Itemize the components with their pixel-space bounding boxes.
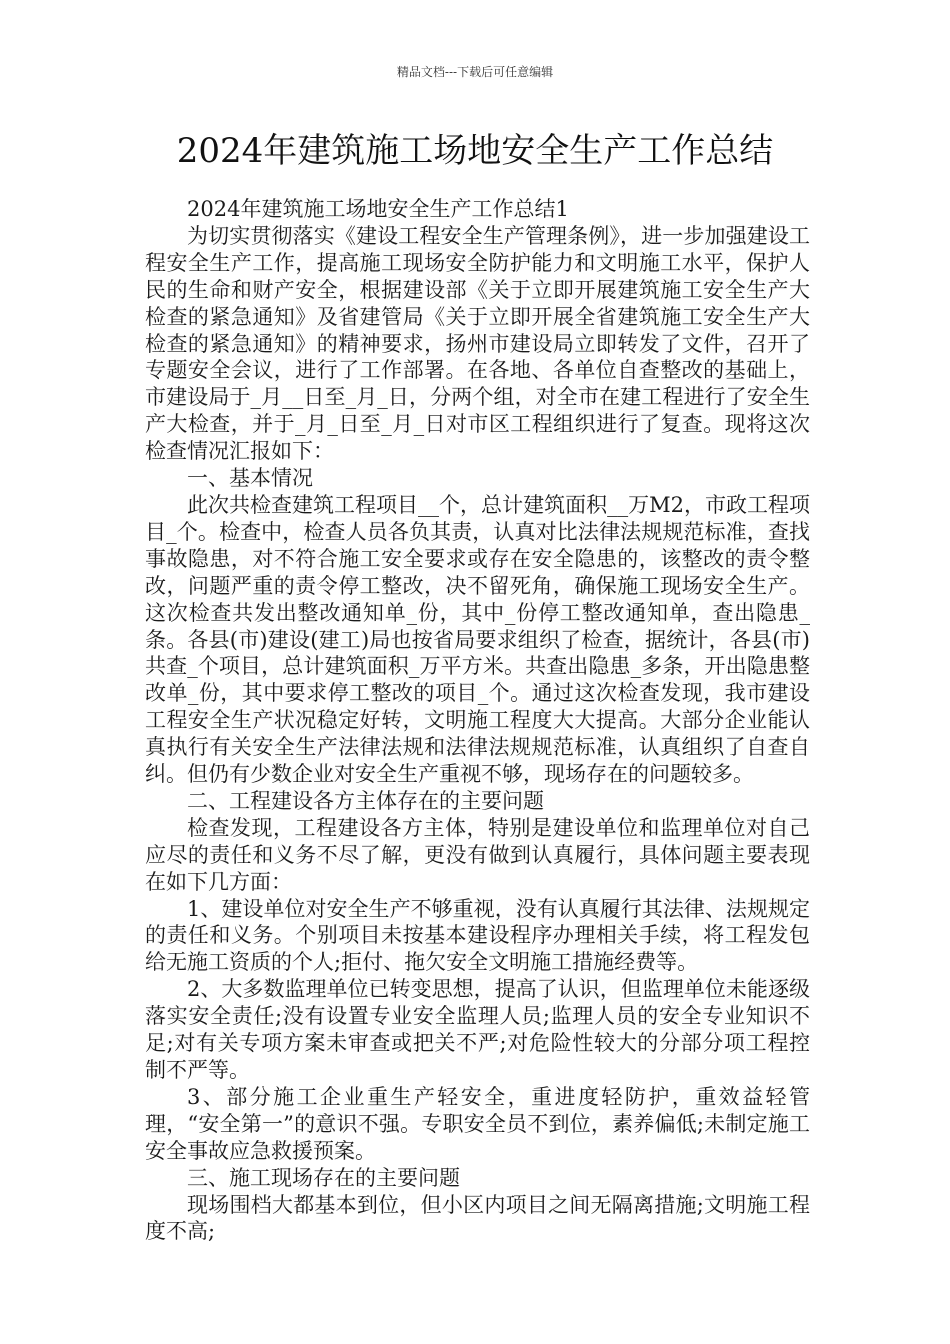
problem-item-2: 2、大多数监理单位已转变思想，提高了认识，但监理单位未能逐级落实安全责任;没有设置专业安全监理人员;监理人员的安全专业知识不足;对有关专项方案未审查或把关不严;对危险性较大的分部分项工程控制不严等。 — [145, 977, 810, 1082]
section-subtitle: 2024年建筑施工场地安全生产工作总结1 — [187, 197, 569, 221]
section-heading-basic-situation: 一、基本情况 — [187, 466, 313, 491]
section-heading-main-problems: 二、工程建设各方主体存在的主要问题 — [187, 788, 544, 813]
page-header: 精品文档---下载后可任意编辑 — [396, 65, 554, 79]
intro-paragraph: 为切实贯彻落实《建设工程安全生产管理条例》，进一步加强建设工程安全生产工作，提高施工现场安全防护能力和文明施工水平，保护人民的生命和财产安全，根据建设部《关于立即开展建筑施工安全生产大检查的紧急通知》及省建管局《关于立即开展全省建筑施工安全生产大检查的紧急通知》的精神要求，扬州市建设局立即转发了文件，召开了专题安全会议，进行了工作部署。在各地、各单位自查整改的基础上，市建设局于_月__日至_月_日，分两个组，对全市在建工程进行了安全生产大检查，并于_月_日至_月_日对市区工程组织进行了复查。现将这次检查情况汇报如下： — [145, 223, 810, 464]
basic-situation-paragraph: 此次共检查建筑工程项目__个，总计建筑面积__万M2，市政工程项目_个。检查中，检查人员各负其责，认真对比法律法规规范标准，查找事故隐患，对不符合施工安全要求或存在安全隐患的，该整改的责令整改，问题严重的责令停工整改，决不留死角，确保施工现场安全生产。这次检查共发出整改通知单_份，其中_份停工整改通知单，查出隐患_条。各县(市)建设(建工)局也按省局要求组织了检查，据统计，各县(市)共查_个项目，总计建筑面积_万平方米。共查出隐患_多条，开出隐患整改单_份，其中要求停工整改的项目_个。通过这次检查发现，我市建设工程安全生产状况稳定好转，文明施工程度大大提高。大部分企业能认真执行有关安全生产法律法规和法律法规规范标准，认真组织了自查自纠。但仍有少数企业对安全生产重视不够，现场存在的问题较多。 — [145, 492, 810, 787]
problem-item-1: 1、建设单位对安全生产不够重视，没有认真履行其法律、法规规定的责任和义务。个别项目未按基本建设程序办理相关手续，将工程发包给无施工资质的个人;拒付、拖欠安全文明施工措施经费等。 — [145, 896, 810, 975]
site-problems-paragraph: 现场围档大都基本到位，但小区内项目之间无隔离措施;文明施工程度不高; — [145, 1192, 810, 1244]
problem-item-3: 3、部分施工企业重生产轻安全，重进度轻防护，重效益轻管理，“安全第一”的意识不强。专职安全员不到位，素养偏低;未制定施工安全事故应急救援预案。 — [145, 1084, 810, 1163]
document-body — [145, 196, 810, 1245]
section-heading-site-problems: 三、施工现场存在的主要问题 — [187, 1165, 460, 1190]
main-problems-paragraph: 检查发现，工程建设各方主体，特别是建设单位和监理单位对自己应尽的责任和义务不尽了解，更没有做到认真履行，具体问题主要表现在如下几方面： — [145, 815, 810, 894]
document-title: 2024年建筑施工场地安全生产工作总结 — [176, 131, 774, 171]
